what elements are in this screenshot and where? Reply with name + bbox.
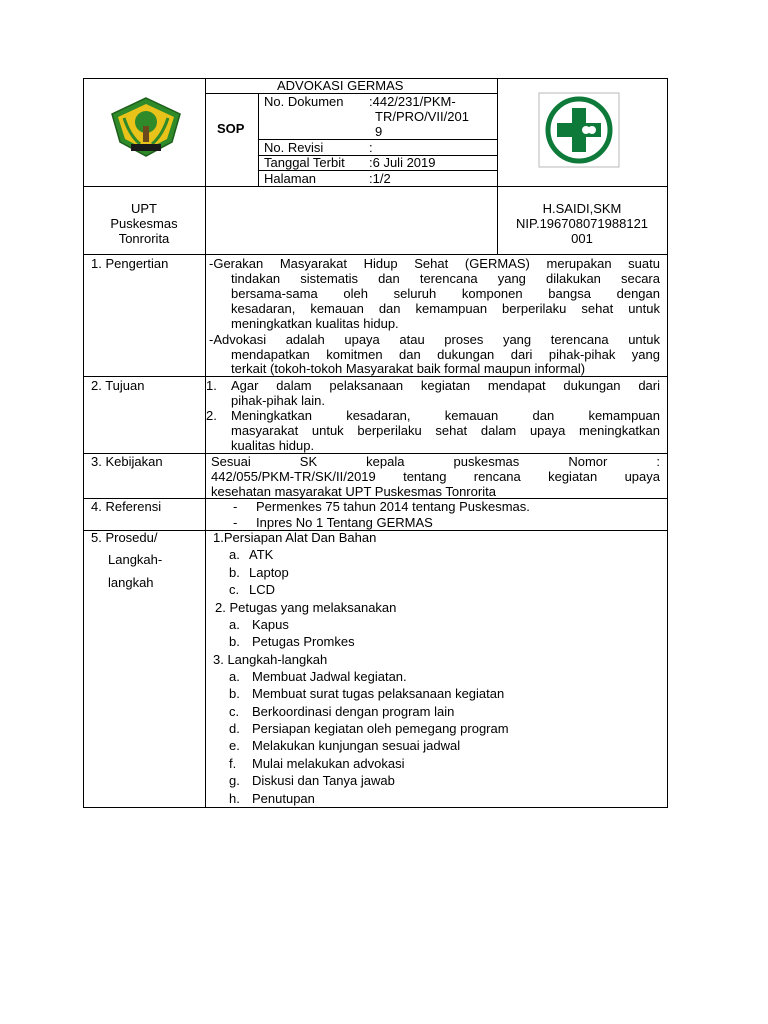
pengertian-line: bersama-sama oleh seluruh komponen bangsa dengan [231, 286, 660, 301]
revision-label: No. Revisi [264, 140, 324, 155]
prosedur-item-letter: e. [229, 738, 240, 753]
page-value: :1/2 [369, 171, 391, 186]
revision-value: : [369, 140, 373, 155]
referensi-dash: - [233, 515, 238, 530]
doc-number-label: No. Dokumen [264, 94, 344, 109]
prosedur-item: LCD [249, 582, 276, 597]
section-label-kebijakan: 3. Kebijakan [91, 454, 163, 469]
kebijakan-line: kesehatan masyarakat UPT Puskesmas Tonrorita [211, 484, 496, 499]
org-name-line2: Puskesmas [110, 216, 178, 231]
prosedur-item-letter: g. [229, 773, 240, 788]
section-label-referensi: 4. Referensi [91, 499, 162, 514]
prosedur-item-letter: a. [229, 547, 240, 562]
doc-number-value: :442/231/PKM- [369, 94, 456, 109]
prosedur-item-letter: c. [229, 582, 240, 597]
referensi-dash: - [233, 499, 238, 514]
prosedur-item-letter: c. [229, 704, 240, 719]
prosedur-item: Mulai melakukan advokasi [252, 756, 405, 771]
prosedur-item-letter: d. [229, 721, 240, 736]
tujuan-number: 1. [206, 378, 217, 393]
pengertian-line: -Advokasi adalah upaya atau proses yang terencana untuk [209, 332, 660, 347]
prosedur-item-letter: a. [229, 669, 240, 684]
tujuan-line: Meningkatkan kesadaran, kemauan dan kemampuan [231, 408, 660, 423]
doc-number-value-cont: TR/PRO/VII/201 [375, 109, 469, 124]
doc-number-value-end: 9 [375, 124, 383, 139]
signer-nip: NIP.196708071988121 [515, 216, 649, 231]
prosedur-item: Berkoordinasi dengan program lain [252, 704, 455, 719]
prosedur-item: Membuat surat tugas pelaksanaan kegiatan [252, 686, 505, 701]
referensi-item: Permenkes 75 tahun 2014 tentang Puskesmas. [256, 499, 530, 514]
prosedur-item-letter: b. [229, 686, 240, 701]
kebijakan-line: Sesuai SK kepala puskesmas Nomor : [211, 454, 660, 469]
prosedur-item-letter: a. [229, 617, 240, 632]
prosedur-item: Melakukan kunjungan sesuai jadwal [252, 738, 461, 753]
kebijakan-line: 442/055/PKM-TR/SK/II/2019 tentang rencana kegiatan upaya [211, 469, 660, 484]
tujuan-number: 2. [206, 408, 217, 423]
pengertian-line: tindakan sistematis dan terencana yang dilakukan secara [231, 271, 660, 286]
prosedur-item: Membuat Jadwal kegiatan. [252, 669, 407, 684]
section-label-tujuan: 2. Tujuan [91, 378, 145, 393]
pengertian-line: meningkatkan kualitas hidup. [231, 316, 399, 331]
issue-date-label: Tanggal Terbit [264, 155, 345, 170]
puskesmas-logo-icon [538, 92, 620, 168]
prosedur-item-letter: b. [229, 634, 240, 649]
tujuan-line: kualitas hidup. [231, 438, 315, 453]
issue-date-value: :6 Juli 2019 [369, 155, 436, 170]
prosedur-item: Kapus [252, 617, 289, 632]
prosedur-item: Laptop [249, 565, 289, 580]
section-label-prosedur: 5. Prosedu/ [91, 530, 158, 545]
signer-name: H.SAIDI,SKM [542, 201, 622, 216]
document-title: ADVOKASI GERMAS [277, 78, 404, 93]
pengertian-line: -Gerakan Masyarakat Hidup Sehat (GERMAS) merupakan suatu [209, 256, 660, 271]
page-label: Halaman [264, 171, 317, 186]
org-name-line1: UPT [131, 201, 157, 216]
prosedur-group-title: 1.Persiapan Alat Dan Bahan [213, 530, 377, 545]
prosedur-item-letter: b. [229, 565, 240, 580]
prosedur-item: Petugas Promkes [252, 634, 355, 649]
tujuan-line: masyarakat untuk berperilaku sehat dalam upaya meningkatkan [231, 423, 660, 438]
prosedur-item: Penutupan [252, 791, 315, 806]
referensi-item: Inpres No 1 Tentang GERMAS [256, 515, 433, 530]
prosedur-item: Diskusi dan Tanya jawab [252, 773, 395, 788]
sop-label: SOP [217, 121, 245, 136]
signer-nip-cont: 001 [571, 231, 593, 246]
prosedur-group-title: 2. Petugas yang melaksanakan [215, 600, 397, 615]
prosedur-item: Persiapan kegiatan oleh pemegang program [252, 721, 509, 736]
section-label-pengertian: 1. Pengertian [91, 256, 169, 271]
prosedur-item-letter: f. [229, 756, 237, 771]
prosedur-item: ATK [249, 547, 274, 562]
section-label-prosedur: Langkah- [108, 552, 163, 567]
pengertian-line: terkait (tokoh-tokoh Masyarakat baik formal maupun informal) [231, 361, 586, 376]
pengertian-line: kesadaran, kemauan dan kemampuan berperilaku sehat untuk [231, 301, 660, 316]
tujuan-line: Agar dalam pelaksanaan kegiatan mendapat dukungan dari [231, 378, 660, 393]
prosedur-group-title: 3. Langkah-langkah [213, 652, 328, 667]
prosedur-item-letter: h. [229, 791, 240, 806]
section-label-prosedur: langkah [108, 575, 154, 590]
org-name-line3: Tonrorita [118, 231, 170, 246]
tujuan-line: pihak-pihak lain. [231, 393, 325, 408]
regency-emblem-icon [106, 96, 186, 158]
pengertian-line: mendapatkan komitmen dan dukungan dari pihak-pihak yang [231, 347, 660, 362]
